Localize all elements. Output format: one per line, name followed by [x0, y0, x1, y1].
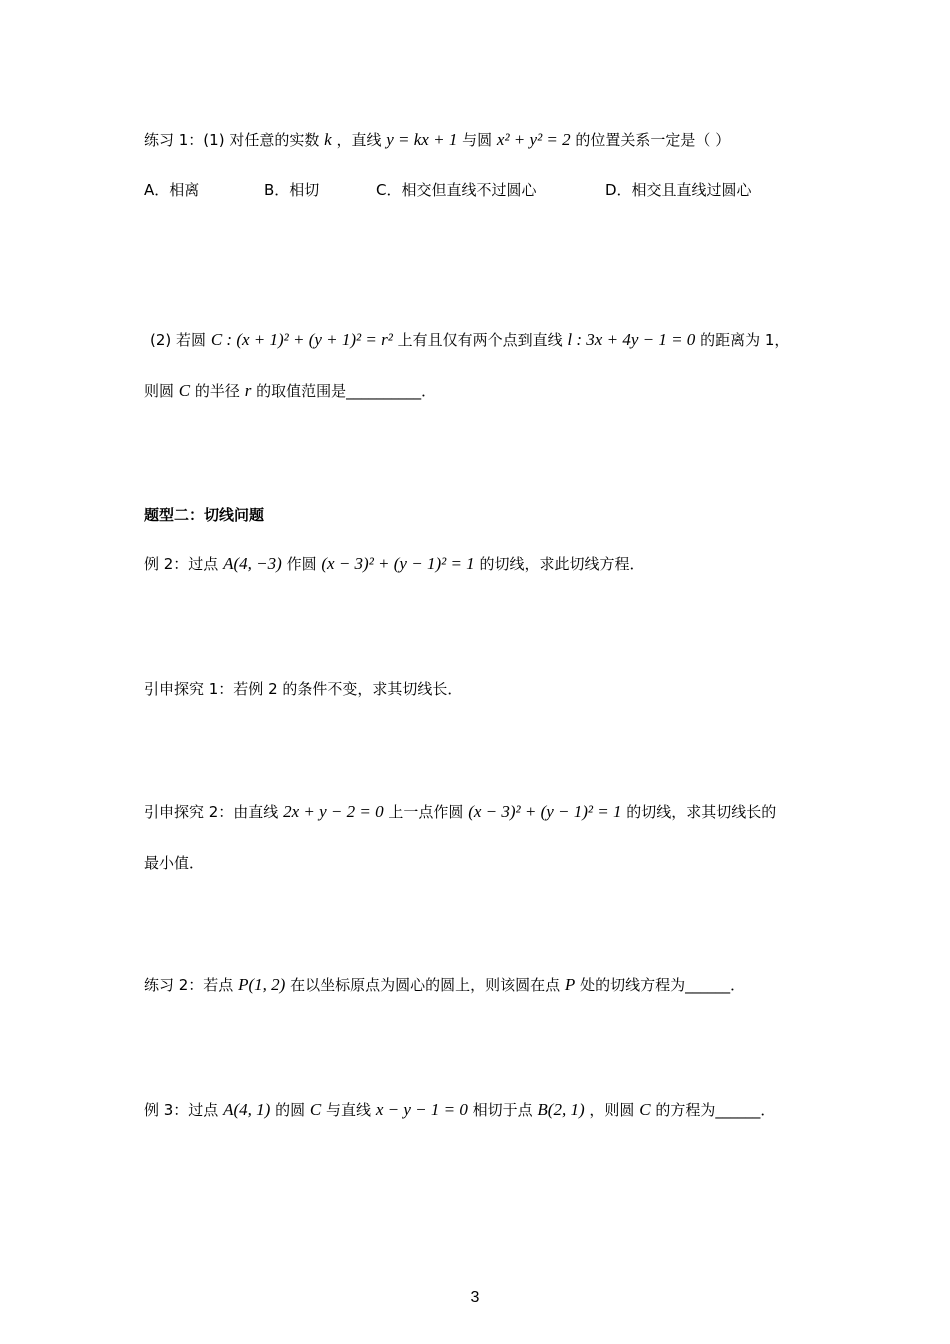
var-p: P	[564, 975, 576, 994]
extension2-line2: 最小值．	[144, 854, 205, 872]
page-number: 3	[470, 1289, 480, 1306]
practice1-q2-line2	[144, 379, 436, 403]
ex3-mid3: 相切于点	[472, 1101, 533, 1119]
var-r: r	[244, 381, 252, 400]
ex3-prefix: 例 3：过点	[144, 1101, 219, 1119]
q2-line2-c: 的取值范围是__________．	[256, 382, 437, 400]
ex3-mid4: ，则圆	[589, 1101, 635, 1119]
ex3-var-c2: C	[639, 1100, 651, 1119]
ext2-prefix: 引申探究 2：由直线	[144, 803, 279, 821]
ex2-mid: 作圆	[286, 555, 317, 573]
p2-mid: 在以坐标原点为圆心的圆上，则该圆在点	[290, 976, 561, 994]
circle-equation: x² + y² = 2	[496, 130, 571, 149]
q2-line2-a: 则圆	[144, 382, 175, 400]
extension2	[144, 800, 776, 824]
choice-a: A．相离	[144, 181, 200, 199]
p2-prefix: 练习 2：若点	[144, 976, 234, 994]
ex3-suffix: 的方程为______．	[655, 1101, 776, 1119]
q2-line2-b: 的半径	[194, 382, 240, 400]
q2-mid: 上有且仅有两个点到直线	[397, 331, 563, 349]
var-k: k	[324, 130, 332, 149]
ext2-mid: 上一点作圆	[388, 803, 464, 821]
line-equation: y = kx + 1	[386, 130, 458, 149]
extension1: 引申探究 1：若例 2 的条件不变，求其切线长．	[144, 680, 463, 698]
ex3-point-a: A(4, 1)	[223, 1100, 271, 1119]
ex3-var-c: C	[309, 1100, 322, 1119]
ex2-circle: (x − 3)² + (y − 1)² = 1	[321, 554, 475, 573]
line-l-equation: l : 3x + 4y − 1 = 0	[567, 330, 696, 349]
q1-suffix: 的位置关系一定是（ ）	[575, 131, 731, 149]
example3	[144, 1098, 775, 1122]
practice1-q1	[144, 128, 730, 152]
choice-b: B．相切	[264, 181, 320, 199]
ex3-point-b: B(2, 1)	[537, 1100, 585, 1119]
point-p: P(1, 2)	[238, 975, 286, 994]
ext2-line: 2x + y − 2 = 0	[283, 802, 384, 821]
var-c: C	[178, 381, 191, 400]
q1-with: 与圆	[462, 131, 493, 149]
q2-suffix: 的距离为 1，	[700, 331, 790, 349]
circle-c-equation: C : (x + 1)² + (y + 1)² = r²	[210, 330, 393, 349]
ex3-line: x − y − 1 = 0	[375, 1100, 468, 1119]
choice-d: D．相交且直线过圆心	[605, 181, 752, 199]
ex3-mid2: 与直线	[326, 1101, 372, 1119]
ext2-circle: (x − 3)² + (y − 1)² = 1	[468, 802, 622, 821]
ex2-suffix: 的切线，求此切线方程．	[479, 555, 645, 573]
ex3-mid1: 的圆	[275, 1101, 306, 1119]
q2-prefix: (2) 若圆	[150, 331, 207, 349]
q1-prefix: 练习 1：(1) 对任意的实数	[144, 131, 320, 149]
q1-mid: ，直线	[336, 131, 382, 149]
p2-suffix: 处的切线方程为______．	[580, 976, 746, 994]
ext2-suffix: 的切线，求其切线长的	[626, 803, 777, 821]
practice1-q2	[150, 328, 789, 352]
section-title: 题型二：切线问题	[144, 506, 265, 524]
ex2-prefix: 例 2：过点	[144, 555, 219, 573]
practice2	[144, 973, 745, 997]
example2	[144, 552, 644, 576]
point-a: A(4, −3)	[223, 554, 282, 573]
choice-c: C．相交但直线不过圆心	[376, 181, 537, 199]
